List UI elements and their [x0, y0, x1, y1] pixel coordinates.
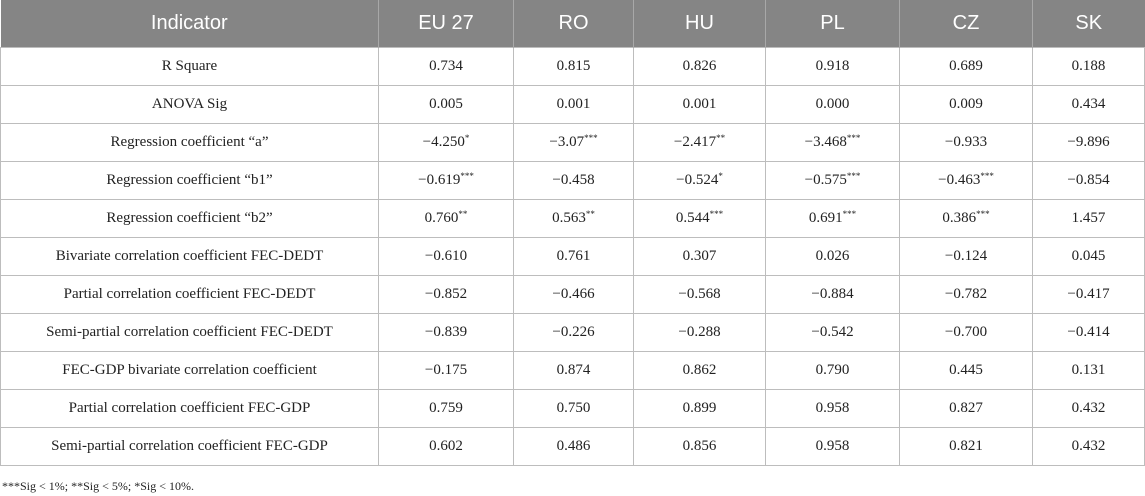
cell-value: 0.815 [556, 58, 591, 74]
table-row [1, 352, 1145, 390]
cell-value: 0.544 [675, 210, 710, 226]
cell-value: 1.457 [1071, 210, 1106, 226]
significance-marker: *** [709, 209, 724, 219]
cell-value: −2.417 [673, 134, 717, 150]
cell-value: 0.761 [556, 248, 591, 264]
significance-marker: *** [842, 209, 857, 219]
cell-value: 0.009 [949, 96, 983, 112]
table-cell [766, 390, 900, 428]
cell-value: −3.07 [549, 134, 585, 150]
table-cell [900, 200, 1033, 238]
significance-footnote: ***Sig < 1%; **Sig < 5%; *Sig < 10%. [2, 479, 194, 493]
table-cell [1033, 200, 1145, 238]
significance-marker: ** [585, 209, 595, 219]
cell-value: 0.958 [815, 438, 850, 454]
header-eu27: EU 27 [379, 0, 514, 48]
cell-value: −0.542 [811, 324, 854, 340]
table-cell [900, 86, 1033, 124]
header-ro: RO [514, 0, 634, 48]
table-cell [900, 390, 1033, 428]
cell-value: 0.918 [815, 58, 850, 74]
table-cell [766, 162, 900, 200]
cell-value: 0.759 [429, 400, 463, 416]
table-cell [766, 428, 900, 466]
table-cell [766, 200, 900, 238]
row-indicator-label: Regression coefficient “a” [1, 124, 379, 162]
table-cell [379, 86, 514, 124]
table-cell [900, 162, 1033, 200]
cell-value: 0.432 [1071, 438, 1106, 454]
row-indicator-label: R Square [1, 48, 379, 86]
table-cell [379, 314, 514, 352]
significance-marker: *** [846, 133, 861, 143]
table-cell [379, 200, 514, 238]
cell-value: 0.827 [949, 400, 983, 416]
cell-value: 0.790 [815, 362, 850, 378]
cell-value: 0.899 [682, 400, 717, 416]
table-cell [766, 124, 900, 162]
table-cell [634, 390, 766, 428]
cell-value: −0.884 [811, 286, 854, 302]
table-cell [1033, 162, 1145, 200]
table-cell [900, 276, 1033, 314]
table-cell [1033, 124, 1145, 162]
header-hu: HU [634, 0, 766, 48]
cell-value: −9.896 [1067, 134, 1110, 150]
table-row [1, 124, 1145, 162]
table-cell [1033, 48, 1145, 86]
significance-marker: * [718, 171, 723, 181]
table-cell [514, 390, 634, 428]
significance-marker: *** [584, 133, 598, 143]
cell-value: −3.468 [804, 134, 847, 150]
cell-value: 0.862 [682, 362, 717, 378]
table-cell [900, 428, 1033, 466]
table-cell [514, 200, 634, 238]
table-cell [379, 352, 514, 390]
table-cell [379, 48, 514, 86]
cell-value: −0.288 [678, 324, 721, 340]
cell-value: 0.445 [949, 362, 983, 378]
table-cell [766, 352, 900, 390]
table-cell [1033, 276, 1145, 314]
cell-value: 0.734 [429, 58, 463, 74]
table-cell [514, 86, 634, 124]
table-cell [900, 238, 1033, 276]
table-cell [766, 48, 900, 86]
cell-value: −0.610 [424, 248, 468, 264]
cell-value: 0.691 [808, 210, 843, 226]
cell-value: −0.524 [676, 172, 719, 188]
table-row [1, 390, 1145, 428]
cell-value: 0.874 [556, 362, 591, 378]
row-indicator-label: Partial correlation coefficient FEC-GDP [1, 390, 379, 428]
cell-value: −0.854 [1067, 172, 1110, 188]
table-cell [634, 428, 766, 466]
table-cell [1033, 390, 1145, 428]
table-cell [514, 162, 634, 200]
significance-marker: * [464, 133, 470, 143]
cell-value: −0.466 [552, 286, 595, 302]
cell-value: 0.750 [556, 400, 591, 416]
table-cell [900, 124, 1033, 162]
cell-value: −0.575 [804, 172, 847, 188]
table-cell [900, 48, 1033, 86]
cell-value: 0.432 [1071, 400, 1106, 416]
table-row [1, 86, 1145, 124]
table-cell [514, 48, 634, 86]
header-sk: SK [1033, 0, 1145, 48]
significance-marker: ** [458, 209, 468, 219]
table-cell [1033, 238, 1145, 276]
table-cell [379, 390, 514, 428]
table-row [1, 162, 1145, 200]
table-cell [634, 200, 766, 238]
significance-marker: *** [460, 171, 474, 181]
table-cell [900, 314, 1033, 352]
cell-value: −0.417 [1067, 286, 1110, 302]
table-cell [634, 238, 766, 276]
significance-marker: ** [716, 133, 726, 143]
table-cell [514, 276, 634, 314]
cell-value: 0.307 [682, 248, 717, 264]
table-cell [514, 238, 634, 276]
table-cell [379, 238, 514, 276]
table-row [1, 48, 1145, 86]
row-indicator-label: ANOVA Sig [1, 86, 379, 124]
cell-value: −0.933 [944, 134, 988, 150]
table-cell [514, 124, 634, 162]
table-row [1, 428, 1145, 466]
table-cell [379, 124, 514, 162]
row-indicator-label: Partial correlation coefficient FEC-DEDT [1, 276, 379, 314]
table-cell [514, 314, 634, 352]
table-cell [1033, 352, 1145, 390]
cell-value: −0.619 [418, 172, 461, 188]
row-indicator-label: Bivariate correlation coefficient FEC-DEDT [1, 238, 379, 276]
row-indicator-label: FEC-GDP bivariate correlation coefficient [1, 352, 379, 390]
cell-value: 0.005 [429, 96, 463, 112]
cell-value: 0.486 [556, 438, 591, 454]
table-cell [634, 162, 766, 200]
table-body [1, 48, 1145, 466]
table-cell [1033, 428, 1145, 466]
cell-value: 0.386 [942, 210, 977, 226]
cell-value: 0.563 [552, 210, 586, 226]
cell-value: −0.839 [424, 324, 468, 340]
table-row [1, 314, 1145, 352]
cell-value: 0.602 [429, 438, 463, 454]
table-cell [634, 86, 766, 124]
table-cell [634, 352, 766, 390]
significance-marker: *** [980, 171, 994, 181]
cell-value: −0.568 [678, 286, 721, 302]
table-cell [514, 352, 634, 390]
table-cell [1033, 314, 1145, 352]
cell-value: 0.001 [556, 96, 591, 112]
cell-value: 0.958 [815, 400, 850, 416]
cell-value: −0.226 [552, 324, 595, 340]
cell-value: −0.782 [944, 286, 988, 302]
table-cell [634, 314, 766, 352]
table-row [1, 238, 1145, 276]
table-row [1, 276, 1145, 314]
table-cell [379, 162, 514, 200]
significance-marker: *** [976, 209, 990, 219]
row-indicator-label: Semi-partial correlation coefficient FEC-DEDT [1, 314, 379, 352]
cell-value: −0.458 [552, 172, 595, 188]
cell-value: 0.760 [424, 210, 459, 226]
cell-value: 0.131 [1071, 362, 1106, 378]
table-cell [766, 86, 900, 124]
table-cell [514, 428, 634, 466]
table-cell [634, 124, 766, 162]
header-indicator: Indicator [1, 0, 379, 48]
table-cell [379, 428, 514, 466]
cell-value: −0.852 [424, 286, 468, 302]
cell-value: 0.045 [1071, 248, 1106, 264]
cell-value: 0.826 [682, 58, 717, 74]
table-cell [766, 314, 900, 352]
header-cz: CZ [900, 0, 1033, 48]
table-cell [766, 238, 900, 276]
row-indicator-label: Regression coefficient “b2” [1, 200, 379, 238]
table-cell [379, 276, 514, 314]
table-row [1, 200, 1145, 238]
table-cell [634, 48, 766, 86]
cell-value: −4.250 [422, 134, 465, 150]
cell-value: −0.463 [938, 172, 981, 188]
row-indicator-label: Regression coefficient “b1” [1, 162, 379, 200]
significance-marker: *** [846, 171, 861, 181]
row-indicator-label: Semi-partial correlation coefficient FEC-GDP [1, 428, 379, 466]
table-cell [900, 352, 1033, 390]
cell-value: 0.026 [815, 248, 850, 264]
table-cell [634, 276, 766, 314]
header-pl: PL [766, 0, 900, 48]
cell-value: −0.414 [1067, 324, 1110, 340]
cell-value: 0.856 [682, 438, 717, 454]
table-cell [1033, 86, 1145, 124]
cell-value: −0.175 [424, 362, 468, 378]
cell-value: 0.001 [682, 96, 717, 112]
cell-value: 0.821 [949, 438, 983, 454]
cell-value: 0.188 [1071, 58, 1106, 74]
cell-value: −0.124 [944, 248, 988, 264]
cell-value: 0.434 [1071, 96, 1106, 112]
table-header-row [1, 0, 1145, 48]
cell-value: 0.689 [949, 58, 983, 74]
cell-value: 0.000 [815, 96, 850, 112]
cell-value: −0.700 [944, 324, 988, 340]
table-cell [766, 276, 900, 314]
